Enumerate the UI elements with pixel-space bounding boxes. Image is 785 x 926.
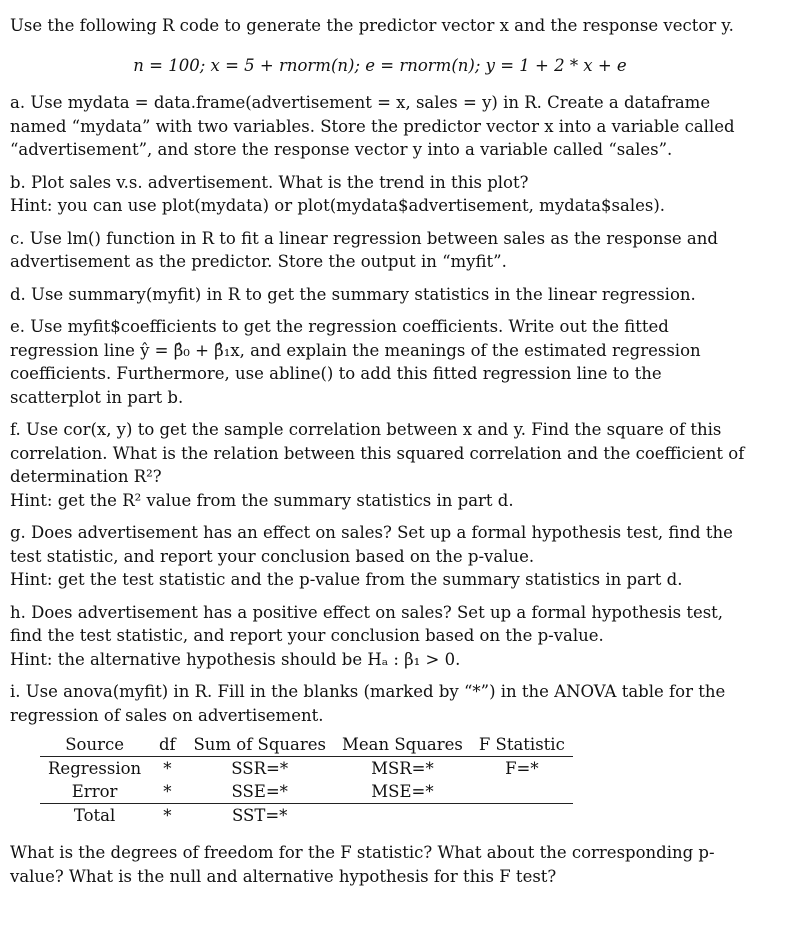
table-cell: F=* xyxy=(505,759,539,778)
anova-header-f: F Statistic xyxy=(471,733,573,757)
part-g-hint: Hint: get the test statistic and the p-value from the summary statistics in part d. xyxy=(10,570,683,589)
anova-header-df: df xyxy=(149,733,185,757)
table-cell: MSE=* xyxy=(334,780,471,804)
homework-page xyxy=(10,14,750,888)
anova-header-row xyxy=(40,733,573,757)
part-h xyxy=(10,601,750,672)
part-h-hint: Hint: the alternative hypothesis should be Hₐ : β₁ > 0. xyxy=(10,649,461,669)
part-h-question: h. Does advertisement has a positive effect on sales? Set up a formal hypothesis test, find the test statistic, and report your conclusion based on the p-value. xyxy=(10,602,724,645)
part-d: d. Use summary(myfit) in R to get the summary statistics in the linear regression. xyxy=(10,284,696,304)
table-cell: * xyxy=(163,759,172,778)
part-e: e. Use myfit$coefficients to get the regression coefficients. Write out the fitted regression line ŷ = β̂₀ + β̂₁x, and explain the meanings of the estimated regression coefficients. Furthermore, use abline() to add this fitted regression line to the scatterplot in part b. xyxy=(10,317,701,407)
table-cell xyxy=(471,804,573,828)
table-cell: Regression xyxy=(48,759,142,778)
part-c: c. Use lm() function in R to fit a linear regression between sales as the response and advertisement as the predictor. Store the output in “myfit”. xyxy=(10,228,718,271)
table-cell xyxy=(334,804,471,828)
anova-row-total xyxy=(40,804,573,828)
table-cell: MSR=* xyxy=(371,759,434,778)
table-cell xyxy=(471,780,573,804)
anova-header-ss: Sum of Squares xyxy=(185,733,334,757)
anova-row-error xyxy=(40,780,573,804)
r-code-equation: n = 100; x = 5 + rnorm(n); e = rnorm(n); y = 1 + 2 * x + e xyxy=(133,55,627,75)
final-question: What is the degrees of freedom for the F statistic? What about the corresponding p-value? What is the null and alternative hypothesis for this F test? xyxy=(10,843,715,886)
anova-header-source: Source xyxy=(40,733,149,757)
table-cell: SSE=* xyxy=(185,780,334,804)
anova-header-ms: Mean Squares xyxy=(334,733,471,757)
part-f-question: f. Use cor(x, y) to get the sample correlation between x and y. Find the square of this correlation. What is the relation between this squared correlation and the coefficient of determination R²? xyxy=(10,420,745,486)
part-a: a. Use mydata = data.frame(advertisement = x, sales = y) in R. Create a dataframe named “mydata” with two variables. Store the predictor vector x into a variable called “advertisement”, and store the response vector y into a variable called “sales”. xyxy=(10,93,735,159)
part-i: i. Use anova(myfit) in R. Fill in the blanks (marked by “*”) in the ANOVA table for the regression of sales on advertisement. xyxy=(10,682,726,725)
table-cell: Total xyxy=(73,806,116,825)
part-g-question: g. Does advertisement has an effect on sales? Set up a formal hypothesis test, find the test statistic, and report your conclusion based on the p-value. xyxy=(10,523,733,566)
part-b-question: b. Plot sales v.s. advertisement. What is the trend in this plot? xyxy=(10,172,529,192)
table-cell: Error xyxy=(40,780,149,804)
table-cell: * xyxy=(149,780,185,804)
part-f xyxy=(10,418,750,512)
table-cell: SSR=* xyxy=(231,759,289,778)
intro-text: Use the following R code to generate the predictor vector x and the response vector y. xyxy=(10,16,734,35)
table-cell: * xyxy=(163,806,172,825)
part-b-hint: Hint: you can use plot(mydata) or plot(mydata$advertisement, mydata$sales). xyxy=(10,196,666,215)
part-f-hint: Hint: get the R² value from the summary statistics in part d. xyxy=(10,490,514,510)
anova-row-regression xyxy=(40,757,573,781)
part-b xyxy=(10,171,750,218)
part-g xyxy=(10,521,750,592)
table-cell: SST=* xyxy=(232,806,288,825)
anova-table xyxy=(40,733,573,827)
